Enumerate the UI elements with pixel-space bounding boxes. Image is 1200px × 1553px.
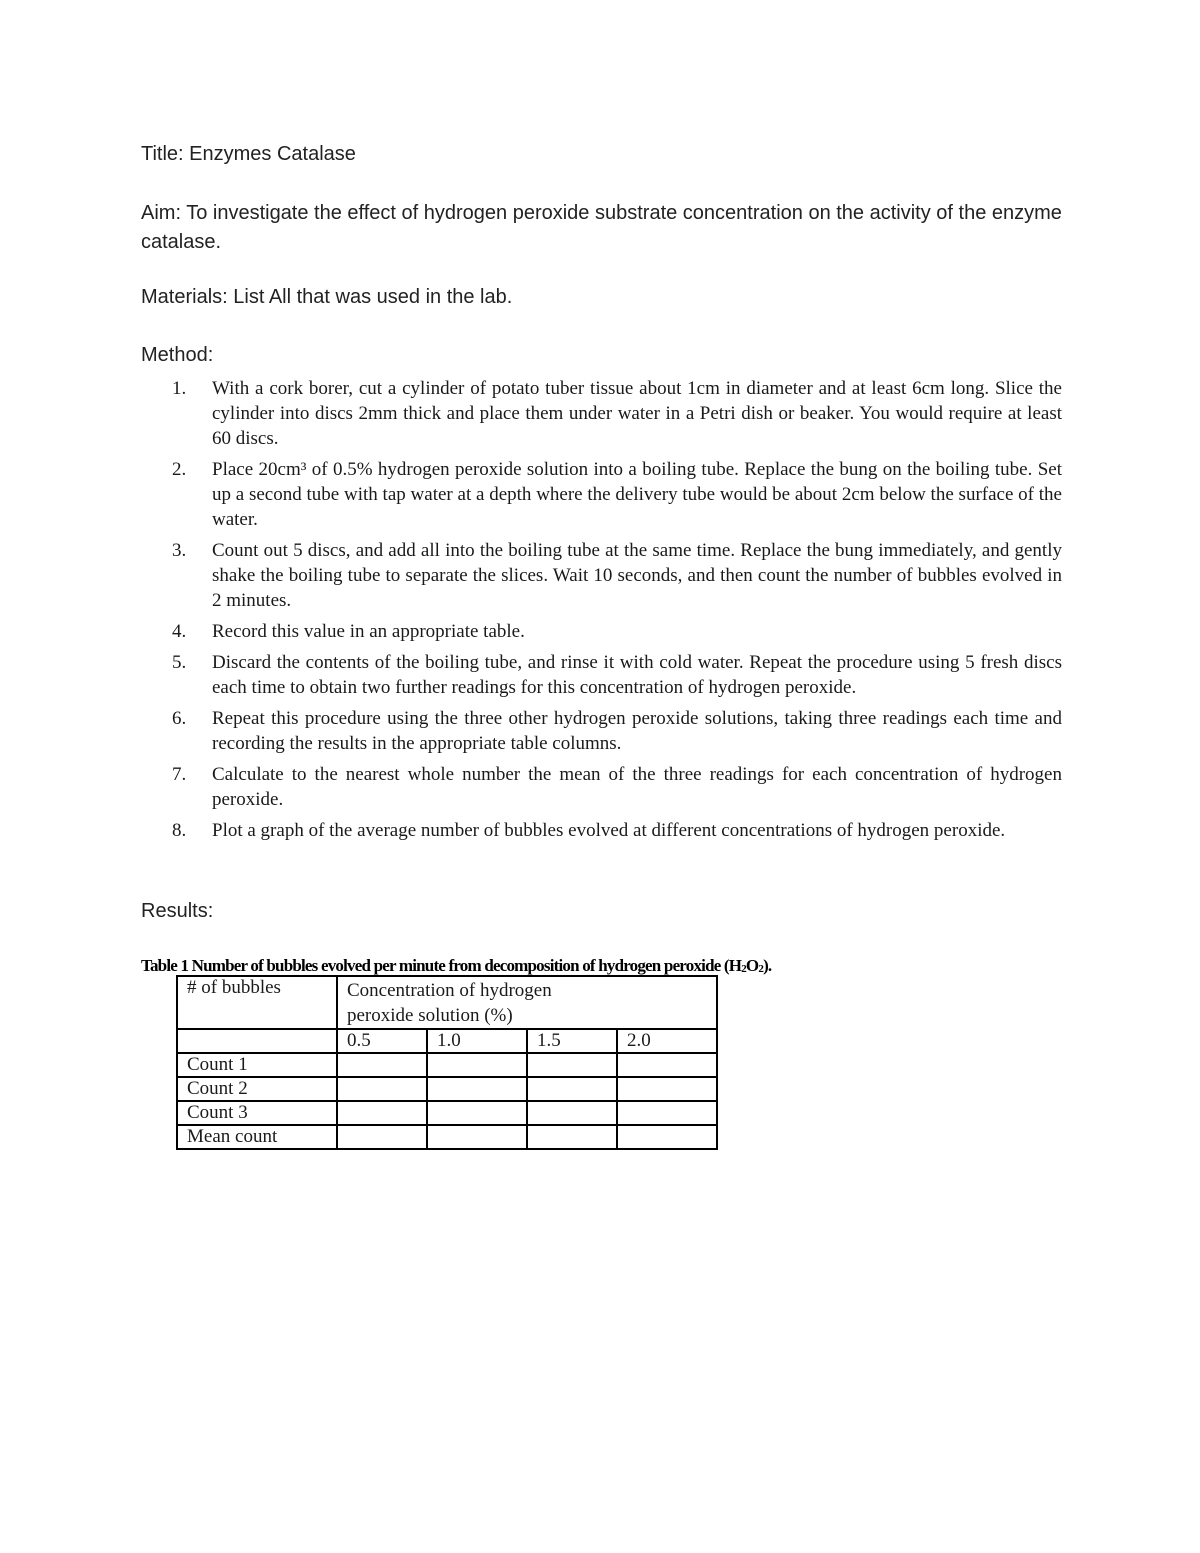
- table-row: [177, 1077, 717, 1101]
- concentration-label: 1.5: [527, 1029, 617, 1053]
- step-text: Repeat this procedure using the three other hydrogen peroxide solutions, taking three readings each time and recording the results in the appropriate table columns.: [212, 708, 1062, 754]
- table-cell[interactable]: [427, 1125, 527, 1149]
- step-number: 7.: [172, 764, 187, 785]
- method-step: [172, 650, 1062, 700]
- method-step: [172, 762, 1062, 812]
- table-cell[interactable]: [527, 1077, 617, 1101]
- table-cell[interactable]: [617, 1125, 717, 1149]
- method-step: [172, 376, 1062, 451]
- header-concentration-text: Concentration of hydrogen peroxide solution (%): [347, 980, 552, 1026]
- step-number: 5.: [172, 652, 187, 673]
- table-row: [177, 1125, 717, 1149]
- table-cell[interactable]: [427, 1077, 527, 1101]
- caption-text: ).: [763, 956, 772, 975]
- row-label: Count 2: [177, 1077, 337, 1101]
- materials-paragraph: Materials: List All that was used in the lab.: [141, 286, 513, 308]
- results-heading: Results:: [141, 900, 214, 922]
- header-bubbles-cell: # of bubbles: [177, 976, 337, 1029]
- caption-subscript: 2: [741, 963, 746, 975]
- step-number: 1.: [172, 378, 187, 399]
- table-cell[interactable]: [337, 1053, 427, 1077]
- caption-text: O: [745, 956, 759, 975]
- method-step: [172, 706, 1062, 756]
- results-table: [176, 975, 718, 1150]
- table-cell[interactable]: [617, 1101, 717, 1125]
- concentration-label: 2.0: [617, 1029, 717, 1053]
- aim-paragraph: Aim: To investigate the effect of hydrogen peroxide substrate concentration on the activity of the enzyme catalase.: [141, 202, 1062, 253]
- step-text: Discard the contents of the boiling tube, and rinse it with cold water. Repeat the procedure using 5 fresh discs each time to obtain two further readings for this concentration of hydrogen peroxide.: [212, 652, 1062, 698]
- table-cell[interactable]: [337, 1077, 427, 1101]
- table-concentration-row: [177, 1029, 717, 1053]
- table-cell[interactable]: [527, 1101, 617, 1125]
- step-number: 8.: [172, 820, 187, 841]
- header-concentration-cell: [337, 976, 717, 1029]
- concentration-label: 1.0: [427, 1029, 527, 1053]
- table-cell[interactable]: [337, 1125, 427, 1149]
- table-cell[interactable]: [427, 1101, 527, 1125]
- caption-subscript: 2: [758, 963, 764, 975]
- step-text: Plot a graph of the average number of bubbles evolved at different concentrations of hydrogen peroxide.: [212, 820, 1006, 841]
- concentration-label: 0.5: [337, 1029, 427, 1053]
- table-header-row: [177, 976, 717, 1029]
- row-label: Count 1: [177, 1053, 337, 1077]
- row-label: Mean count: [177, 1125, 337, 1149]
- method-steps-list: [172, 376, 1062, 849]
- table-cell[interactable]: [527, 1125, 617, 1149]
- step-text: Record this value in an appropriate table.: [212, 621, 525, 642]
- method-step: [172, 619, 1062, 644]
- table-cell[interactable]: [427, 1053, 527, 1077]
- row-label: Count 3: [177, 1101, 337, 1125]
- step-number: 6.: [172, 708, 187, 729]
- table-cell[interactable]: [177, 1029, 337, 1053]
- step-text: Place 20cm³ of 0.5% hydrogen peroxide solution into a boiling tube. Replace the bung on the boiling tube. Set up a second tube with tap water at a depth where the delivery tube would be about 2cm below the surface of the water.: [212, 459, 1062, 530]
- caption-text: Table 1 Number of bubbles evolved per minute from decomposition of hydrogen peroxide (H: [141, 956, 742, 975]
- method-step: [172, 457, 1062, 532]
- step-number: 4.: [172, 621, 187, 642]
- method-step: [172, 538, 1062, 613]
- step-number: 3.: [172, 540, 187, 561]
- step-number: 2.: [172, 459, 187, 480]
- step-text: With a cork borer, cut a cylinder of potato tuber tissue about 1cm in diameter and at least 6cm long. Slice the cylinder into discs 2mm thick and place them under water in a Petri dish or beaker. You would require at least 60 discs.: [212, 378, 1062, 449]
- document-title: Title: Enzymes Catalase: [141, 143, 356, 165]
- table-cell[interactable]: [527, 1053, 617, 1077]
- table-row: [177, 1053, 717, 1077]
- method-heading: Method:: [141, 344, 214, 366]
- method-step: [172, 818, 1062, 843]
- step-text: Calculate to the nearest whole number the mean of the three readings for each concentration of hydrogen peroxide.: [212, 764, 1062, 810]
- table-row: [177, 1101, 717, 1125]
- table-cell[interactable]: [337, 1101, 427, 1125]
- step-text: Count out 5 discs, and add all into the boiling tube at the same time. Replace the bung immediately, and gently shake the boiling tube to separate the slices. Wait 10 seconds, and then count the number of bubbles evolved in 2 minutes.: [212, 540, 1062, 611]
- table-cell[interactable]: [617, 1077, 717, 1101]
- table-cell[interactable]: [617, 1053, 717, 1077]
